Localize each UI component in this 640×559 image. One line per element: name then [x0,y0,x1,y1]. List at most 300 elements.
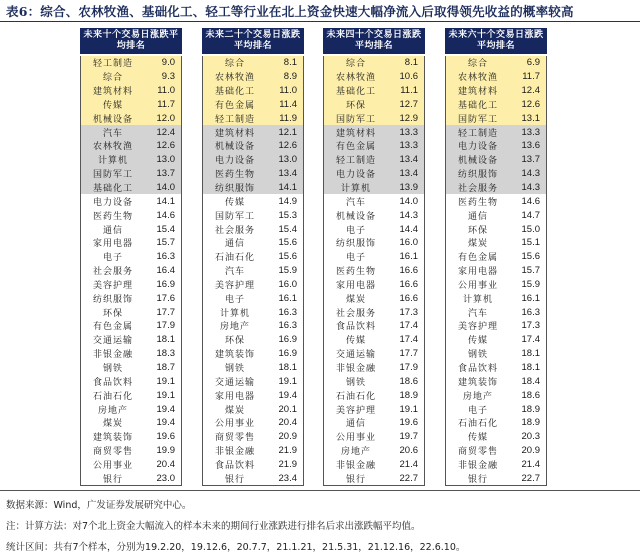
average-rank: 15.9 [521,278,540,290]
average-rank: 23.0 [156,472,175,484]
source-note: 数据来源：Wind，广发证券发展研究中心。 [6,500,192,511]
table-row [81,56,181,70]
table-row [203,457,303,471]
average-rank: 12.7 [399,98,418,110]
industry-name: 房地产 [340,447,371,458]
table-row [446,471,546,485]
table-row [324,402,424,416]
table-row [203,139,303,153]
average-rank: 12.9 [399,112,418,124]
industry-name: 机械设备 [92,114,133,125]
industry-name: 银行 [224,474,245,485]
table-row [81,181,181,195]
industry-name: 交通运输 [214,377,255,388]
average-rank: 16.3 [278,320,297,332]
table-row [203,305,303,319]
industry-name: 传媒 [467,433,488,444]
industry-name: 基础化工 [335,87,376,98]
table-row [324,374,424,388]
average-rank: 20.9 [278,431,297,443]
table-row [81,153,181,167]
panel-header: 未来二十个交易日涨跌平均排名 [202,28,304,54]
industry-name: 轻工制造 [92,59,133,70]
table-row [203,416,303,430]
table-row [324,457,424,471]
industry-name: 石油石化 [92,391,133,402]
average-rank: 17.3 [399,306,418,318]
table-row [81,84,181,98]
average-rank: 18.1 [156,334,175,346]
industry-name: 通信 [102,225,123,236]
average-rank: 18.9 [521,417,540,429]
table-row [446,264,546,278]
industry-name: 传媒 [345,336,366,347]
industry-name: 建筑装饰 [92,433,133,444]
table-row [446,125,546,139]
table-title: 表6：综合、农林牧渔、基础化工、轻工等行业在北上资金快速大幅净流入后取得领先收益的概率较高 [6,4,574,19]
industry-name: 银行 [345,474,366,485]
panel-60d [445,28,547,486]
table-row [81,402,181,416]
industry-name: 建筑装饰 [214,350,255,361]
table-row [81,430,181,444]
table-row [81,98,181,112]
industry-name: 社会服务 [457,184,498,195]
table-row [446,194,546,208]
average-rank: 19.4 [278,389,297,401]
average-rank: 16.4 [156,265,175,277]
average-rank: 16.0 [399,237,418,249]
average-rank: 13.4 [399,154,418,166]
industry-name: 计算机 [97,156,128,167]
table-row [203,181,303,195]
table-row [446,278,546,292]
industry-name: 电力设备 [457,142,498,153]
table-row [203,111,303,125]
average-rank: 18.4 [521,375,540,387]
industry-name: 社会服务 [214,225,255,236]
average-rank: 13.3 [399,140,418,152]
table-row [446,402,546,416]
table-row [203,347,303,361]
industry-name: 非银金融 [214,447,255,458]
industry-name: 家用电器 [214,391,255,402]
table-row [203,444,303,458]
average-rank: 18.7 [156,361,175,373]
average-rank: 13.9 [399,182,418,194]
average-rank: 11.9 [279,112,297,124]
average-rank: 13.7 [521,154,540,166]
table-row [203,250,303,264]
average-rank: 17.7 [156,306,175,318]
average-rank: 12.4 [156,126,175,138]
average-rank: 20.4 [278,417,297,429]
panel-20d [202,28,304,486]
industry-name: 医药生物 [335,267,376,278]
industry-name: 环保 [102,308,123,319]
industry-name: 汽车 [224,267,245,278]
industry-name: 食品饮料 [92,377,133,388]
average-rank: 17.4 [399,320,418,332]
average-rank: 15.1 [521,237,540,249]
average-rank: 12.6 [521,98,540,110]
industry-name: 煤炭 [345,294,366,305]
table-row [446,56,546,70]
average-rank: 13.6 [521,140,540,152]
industry-name: 家用电器 [457,267,498,278]
table-row [81,194,181,208]
average-rank: 16.1 [521,292,540,304]
table-row [81,291,181,305]
table-row [324,222,424,236]
table-row [81,361,181,375]
table-row [324,333,424,347]
industry-name: 纺织服饰 [335,239,376,250]
average-rank: 16.9 [278,348,297,360]
average-rank: 14.6 [521,195,540,207]
average-rank: 16.9 [156,278,175,290]
table-row [446,167,546,181]
industry-name: 环保 [345,100,366,111]
panel-rows [80,56,182,486]
table-row [81,471,181,485]
average-rank: 8.9 [283,71,297,83]
average-rank: 16.3 [521,306,540,318]
table-row [203,194,303,208]
industry-name: 医药生物 [92,211,133,222]
industry-name: 国防军工 [457,114,498,125]
table-row [81,222,181,236]
industry-name: 煤炭 [467,239,488,250]
industry-name: 银行 [102,474,123,485]
average-rank: 20.3 [521,431,540,443]
industry-name: 煤炭 [224,405,245,416]
table-row [446,98,546,112]
industry-name: 计算机 [340,184,371,195]
industry-name: 有色金属 [335,142,376,153]
table-row [81,278,181,292]
table-row [203,84,303,98]
table-row [81,444,181,458]
average-rank: 12.6 [278,140,297,152]
average-rank: 14.3 [521,168,540,180]
table-row [203,153,303,167]
table-row [81,250,181,264]
average-rank: 15.4 [278,223,297,235]
average-rank: 17.9 [399,361,418,373]
table-row [203,264,303,278]
industry-name: 美容护理 [457,322,498,333]
industry-name: 有色金属 [457,253,498,264]
table-row [81,457,181,471]
average-rank: 16.6 [399,278,418,290]
table-row [203,236,303,250]
table-row [81,305,181,319]
industry-name: 国防军工 [214,211,255,222]
average-rank: 13.3 [399,126,418,138]
industry-name: 环保 [467,225,488,236]
average-rank: 17.3 [521,320,540,332]
panel-rows [202,56,304,486]
table-row [446,291,546,305]
industry-name: 国防军工 [335,114,376,125]
average-rank: 12.4 [521,85,540,97]
average-rank: 8.1 [404,57,418,69]
average-rank: 18.1 [278,361,297,373]
average-rank: 13.1 [521,112,540,124]
table-row [81,70,181,84]
average-rank: 18.6 [399,375,418,387]
industry-name: 计算机 [219,308,250,319]
industry-name: 交通运输 [335,350,376,361]
average-rank: 15.7 [521,265,540,277]
table-row [324,291,424,305]
table-row [324,430,424,444]
table-row [324,236,424,250]
average-rank: 14.3 [399,209,418,221]
average-rank: 13.3 [521,126,540,138]
industry-name: 通信 [224,239,245,250]
table-row [446,153,546,167]
average-rank: 18.9 [521,403,540,415]
average-rank: 20.6 [399,445,418,457]
industry-name: 建筑材料 [457,87,498,98]
table-row [324,70,424,84]
table-row [203,291,303,305]
industry-name: 电力设备 [335,170,376,181]
average-rank: 11.0 [157,85,175,97]
average-rank: 9.3 [161,71,175,83]
average-rank: 15.4 [156,223,175,235]
average-rank: 19.9 [156,445,175,457]
table-row [446,208,546,222]
average-rank: 13.0 [156,154,175,166]
industry-name: 基础化工 [214,87,255,98]
industry-name: 非银金融 [335,363,376,374]
table-row [446,250,546,264]
table-row [203,278,303,292]
industry-name: 医药生物 [457,197,498,208]
average-rank: 18.6 [521,389,540,401]
industry-name: 纺织服饰 [214,184,255,195]
industry-name: 通信 [467,211,488,222]
table-row [446,222,546,236]
table-row [81,111,181,125]
average-rank: 11.1 [400,85,418,97]
industry-name: 房地产 [462,391,493,402]
average-rank: 16.3 [156,251,175,263]
industry-name: 综合 [224,59,245,70]
title-divider [0,21,640,22]
average-rank: 11.4 [279,98,297,110]
average-rank: 16.0 [278,278,297,290]
industry-name: 银行 [467,474,488,485]
industry-name: 电子 [102,253,123,264]
industry-name: 食品饮料 [457,363,498,374]
table-row [81,416,181,430]
industry-name: 电子 [224,294,245,305]
table-row [446,319,546,333]
average-rank: 21.9 [278,458,297,470]
average-rank: 18.3 [156,348,175,360]
industry-name: 农林牧渔 [335,73,376,84]
industry-name: 公用事业 [457,280,498,291]
table-row [324,361,424,375]
industry-name: 汽车 [102,128,123,139]
average-rank: 23.4 [278,472,297,484]
average-rank: 13.0 [278,154,297,166]
industry-name: 商贸零售 [457,447,498,458]
table-row [446,430,546,444]
industry-name: 基础化工 [457,100,498,111]
industry-name: 电子 [345,253,366,264]
industry-name: 社会服务 [92,267,133,278]
industry-name: 非银金融 [335,460,376,471]
average-rank: 15.6 [521,251,540,263]
average-rank: 17.4 [399,334,418,346]
table-row [446,139,546,153]
panel-rows [323,56,425,486]
table-row [324,111,424,125]
industry-name: 交通运输 [92,336,133,347]
industry-name: 医药生物 [214,170,255,181]
industry-name: 家用电器 [92,239,133,250]
average-rank: 11.7 [157,98,175,110]
industry-name: 综合 [345,59,366,70]
industry-name: 电子 [467,405,488,416]
average-rank: 20.1 [278,403,297,415]
average-rank: 8.1 [283,57,297,69]
average-rank: 14.4 [399,223,418,235]
industry-name: 美容护理 [92,280,133,291]
table-row [446,444,546,458]
industry-name: 社会服务 [335,308,376,319]
industry-name: 机械设备 [335,211,376,222]
average-rank: 19.4 [156,403,175,415]
table-row [203,167,303,181]
panel-40d [323,28,425,486]
average-rank: 19.7 [399,431,418,443]
average-rank: 19.4 [156,417,175,429]
industry-name: 国防军工 [92,170,133,181]
average-rank: 10.6 [399,71,418,83]
industry-name: 有色金属 [92,322,133,333]
table-row [203,222,303,236]
average-rank: 12.1 [278,126,297,138]
table-row [203,361,303,375]
industry-name: 房地产 [97,405,128,416]
average-rank: 16.3 [278,306,297,318]
table-row [203,70,303,84]
average-rank: 11.0 [279,85,297,97]
industry-name: 综合 [102,73,123,84]
industry-name: 农林牧渔 [214,73,255,84]
industry-name: 农林牧渔 [457,73,498,84]
industry-name: 食品饮料 [214,460,255,471]
average-rank: 18.1 [521,361,540,373]
industry-name: 通信 [345,419,366,430]
industry-name: 建筑装饰 [457,377,498,388]
average-rank: 15.3 [278,209,297,221]
table-row [324,194,424,208]
average-rank: 17.6 [156,292,175,304]
average-rank: 17.7 [399,348,418,360]
industry-name: 钢铁 [345,377,366,388]
industry-name: 建筑材料 [214,128,255,139]
average-rank: 19.1 [156,389,175,401]
period-note: 统计区间：共有7个样本，分别为19.2.20，19.12.6，20.7.7，21.1.21，21.5.31，21.12.16，22.6.10。 [6,542,466,553]
average-rank: 15.0 [521,223,540,235]
table-row [324,98,424,112]
industry-name: 综合 [467,59,488,70]
average-rank: 18.1 [521,348,540,360]
table-row [81,208,181,222]
table-row [324,153,424,167]
average-rank: 13.4 [399,168,418,180]
average-rank: 16.1 [399,251,418,263]
industry-name: 计算机 [462,294,493,305]
table-row [203,98,303,112]
average-rank: 14.7 [521,209,540,221]
table-row [203,430,303,444]
table-row [203,319,303,333]
panel-header: 未来六十个交易日涨跌平均排名 [445,28,547,54]
average-rank: 17.4 [521,334,540,346]
industry-name: 美容护理 [214,280,255,291]
industry-name: 公用事业 [335,433,376,444]
table-row [446,333,546,347]
table-row [324,208,424,222]
table-row [81,125,181,139]
industry-name: 钢铁 [467,350,488,361]
average-rank: 9.0 [161,57,175,69]
average-rank: 13.7 [156,168,175,180]
industry-name: 纺织服饰 [92,294,133,305]
average-rank: 6.9 [526,57,540,69]
industry-name: 机械设备 [457,156,498,167]
industry-name: 轻工制造 [457,128,498,139]
table-row [81,347,181,361]
table-row [203,388,303,402]
average-rank: 14.1 [156,195,175,207]
average-rank: 18.9 [399,389,418,401]
table-row [446,84,546,98]
average-rank: 12.0 [156,112,175,124]
industry-name: 传媒 [102,100,123,111]
table-row [446,374,546,388]
table-row [203,56,303,70]
average-rank: 22.7 [521,472,540,484]
industry-name: 农林牧渔 [92,142,133,153]
table-row [203,402,303,416]
industry-name: 轻工制造 [214,114,255,125]
average-rank: 19.6 [399,417,418,429]
table-row [324,471,424,485]
table-row [81,319,181,333]
table-row [324,181,424,195]
table-row [81,264,181,278]
table-row [324,278,424,292]
average-rank: 16.6 [399,292,418,304]
table-row [324,416,424,430]
table-row [324,388,424,402]
average-rank: 16.1 [278,292,297,304]
average-rank: 14.0 [399,195,418,207]
industry-name: 传媒 [467,336,488,347]
panel-header: 未来四十个交易日涨跌平均排名 [323,28,425,54]
industry-name: 煤炭 [102,419,123,430]
table-row [203,374,303,388]
